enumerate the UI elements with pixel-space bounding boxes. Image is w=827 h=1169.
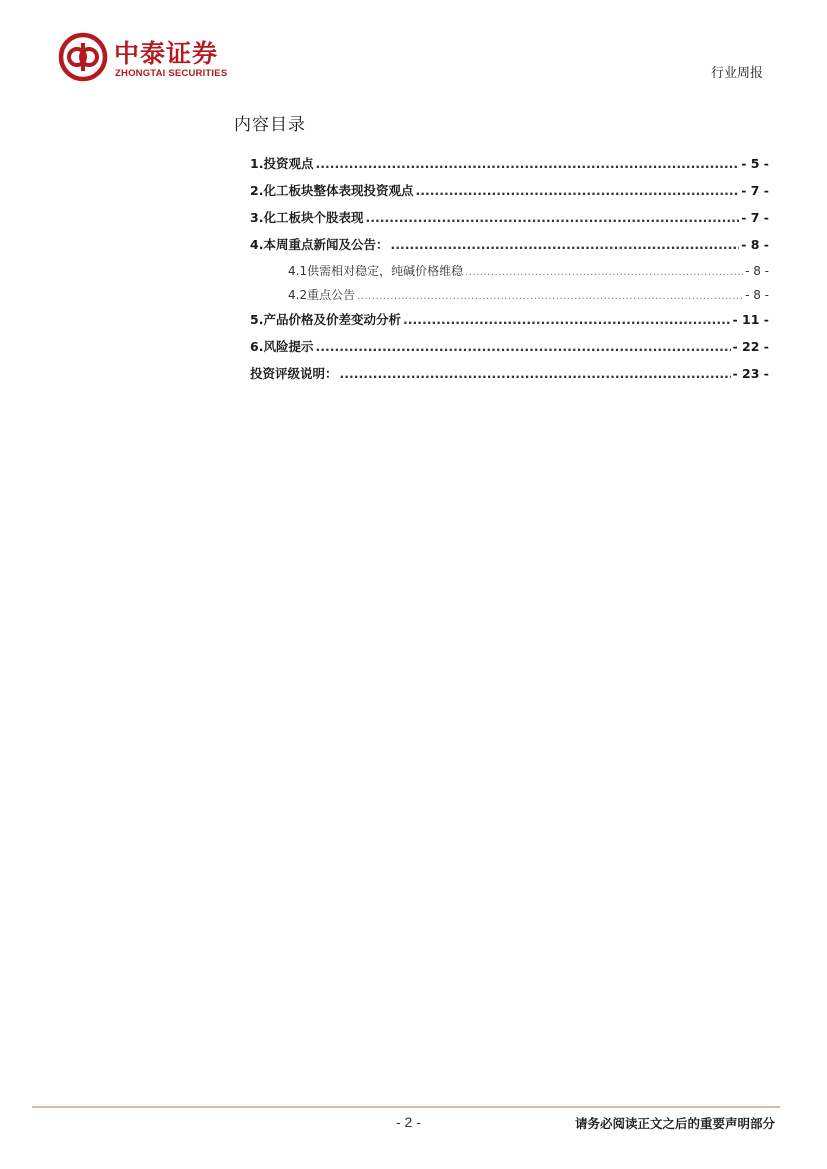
toc-leader-dots <box>403 312 731 327</box>
toc-entry-page: - 11 - <box>732 312 769 327</box>
toc-leader-dots <box>315 339 730 354</box>
toc-entry-4[interactable] <box>234 235 769 262</box>
toc-leader-dots <box>340 366 731 381</box>
page-number: - 2 - <box>396 1114 421 1130</box>
toc-entry-number: 5. <box>250 312 264 327</box>
toc-entry-page: - 5 - <box>741 156 769 171</box>
toc-entry-rating-explanation[interactable] <box>234 364 769 391</box>
toc-entry-label: 本周重点新闻及公告： <box>263 237 389 252</box>
toc-entry-4-2[interactable] <box>234 286 769 310</box>
company-logo <box>58 32 248 84</box>
toc-entry-label: 投资评级说明： <box>250 366 338 381</box>
toc-leader-dots <box>357 291 743 302</box>
document-type-label: 行业周报 <box>710 66 763 81</box>
toc-leader-dots <box>365 210 739 225</box>
toc-leader-dots <box>315 156 739 171</box>
toc-entry-number: 4.1 <box>288 264 308 278</box>
toc-title: 内容目录 <box>234 115 306 135</box>
toc-entry-3[interactable] <box>234 208 769 235</box>
toc-leader-dots <box>415 183 739 198</box>
toc-entry-label: 产品价格及价差变动分析 <box>263 312 401 327</box>
toc-leader-dots <box>390 237 739 252</box>
toc-entry-5[interactable] <box>234 310 769 337</box>
toc-entry-label: 重点公告 <box>307 288 356 302</box>
footer-disclaimer: 请务必阅读正文之后的重要声明部分 <box>574 1116 775 1131</box>
logo-mark-icon <box>58 32 108 82</box>
toc-entry-number: 4. <box>250 237 264 252</box>
logo-english-name: ZHONGTAI SECURITIES <box>115 68 228 79</box>
toc-entry-number: 2. <box>250 183 264 198</box>
toc-entry-label: 投资观点 <box>263 156 314 171</box>
toc-entry-page: - 8 - <box>741 237 769 252</box>
table-of-contents <box>234 112 769 391</box>
toc-entry-page: - 22 - <box>732 339 769 354</box>
toc-entry-number: 4.2 <box>288 288 308 302</box>
logo-chinese-name: 中泰证券 <box>114 39 219 68</box>
toc-entry-6[interactable] <box>234 337 769 364</box>
toc-entry-page: - 23 - <box>732 366 769 381</box>
page-header <box>0 0 827 90</box>
toc-entry-page: - 7 - <box>741 183 769 198</box>
toc-entry-1[interactable] <box>234 154 769 181</box>
toc-entry-page: - 7 - <box>741 210 769 225</box>
toc-entry-page: - 8 - <box>745 288 769 302</box>
toc-leader-dots <box>465 267 743 278</box>
toc-entry-number: 6. <box>250 339 264 354</box>
toc-entry-label: 风险提示 <box>263 339 314 354</box>
footer-divider <box>32 1106 780 1108</box>
toc-entry-4-1[interactable] <box>234 262 769 286</box>
toc-entry-2[interactable] <box>234 181 769 208</box>
toc-entry-number: 1. <box>250 156 264 171</box>
toc-entry-page: - 8 - <box>745 264 769 278</box>
toc-entry-number: 3. <box>250 210 264 225</box>
toc-entry-label: 化工板块个股表现 <box>263 210 364 225</box>
toc-entry-label: 化工板块整体表现投资观点 <box>263 183 414 198</box>
toc-entry-label: 供需相对稳定，纯碱价格维稳 <box>307 264 464 278</box>
